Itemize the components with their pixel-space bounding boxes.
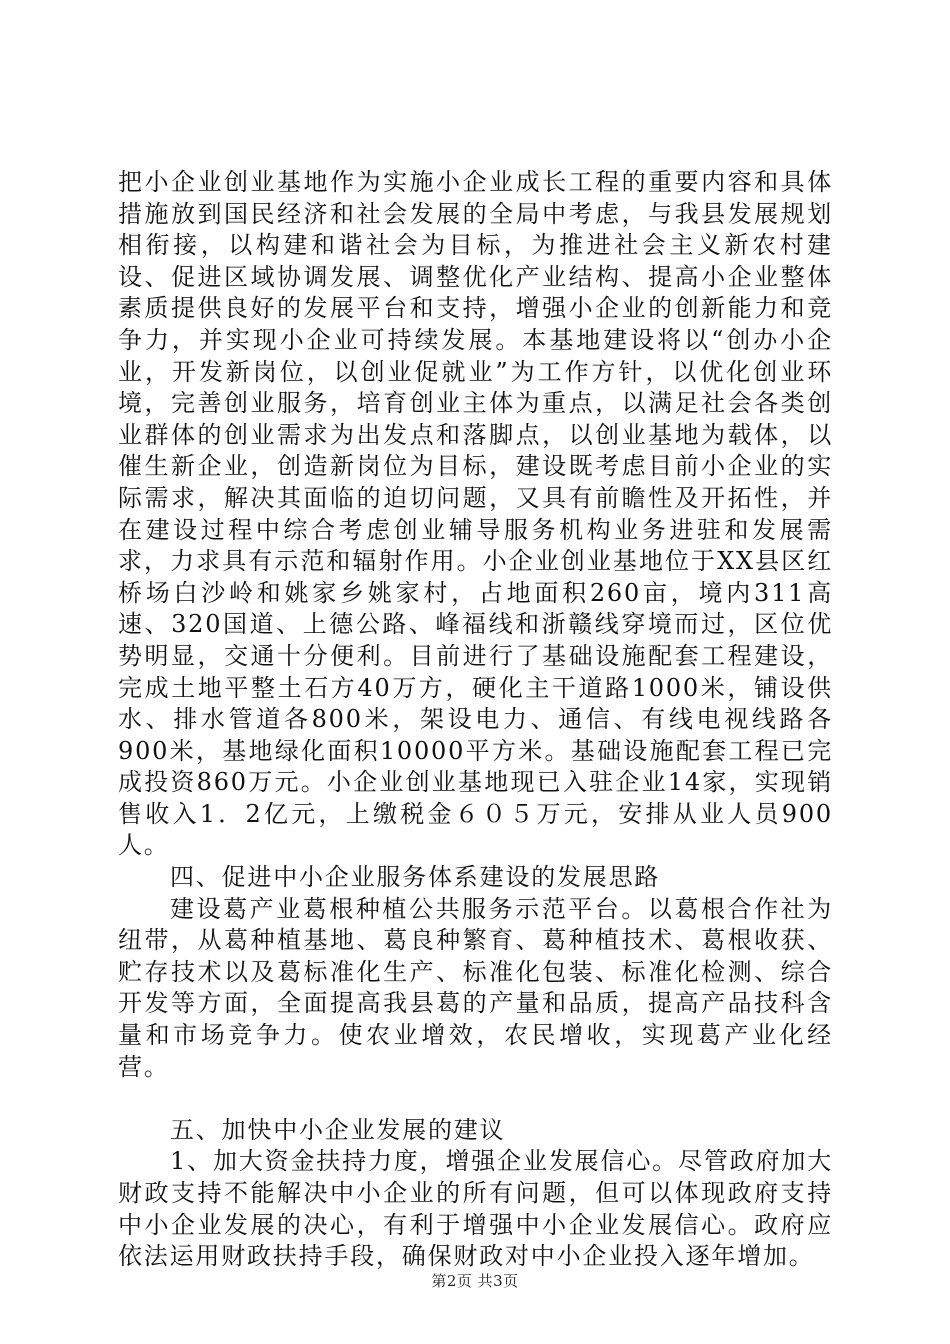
paragraph-funding-support: 1、加大资金扶持力度，增强企业发展信心。尽管政府加大财政支持不能解决中小企业的所有问题，但可以体现政府支持中小企业发展的决心，有利于增强中小企业发展信心。政府应依法运用财政扶持手段，确保财政对中小企业投入逐年增加。	[118, 1147, 833, 1271]
section-heading-five: 五、加快中小企业发展的建议	[170, 1115, 506, 1144]
page-number-footer: 第2页 共3页	[431, 1272, 519, 1290]
paragraph-base-overview: 把小企业创业基地作为实施小企业成长工程的重要内容和具体措施放到国民经济和社会发展的全局中考虑，与我县发展规划相衔接，以构建和谐社会为目标，为推进社会主义新农村建设、促进区域协调发展、调整优化产业结构、提高小企业整体素质提供良好的发展平台和支持，增强小企业的创新能力和竞争力，并实现小企业可持续发展。本基地建设将以“创办小企业，开发新岗位，以创业促就业”为工作方针，以优化创业环境，完善创业服务，培育创业主体为重点，以满足社会各类创业群体的创业需求为出发点和落脚点，以创业基地为载体，以催生新企业，创造新岗位为目标，建设既考虑目前小企业的实际需求，解决其面临的迫切问题，又具有前瞻性及开拓性，并在建设过程中综合考虑创业辅导服务机构业务进驻和发展需求，力求具有示范和辐射作用。小企业创业基地位于XX县区红桥场白沙岭和姚家乡姚家村，占地面积260亩，境内311高速、320国道、上德公路、峰福线和浙赣线穿境而过，区位优势明显，交通十分便利。目前进行了基础设施配套工程建设，完成土地平整土石方40万方，硬化主干道路1000米，铺设供水、排水管道各800米，架设电力、通信、有线电视线路各900米，基地绿化面积10000平方米。基础设施配套工程已完成投资860万元。小企业创业基地现已入驻企业14家，实现销售收入1．2亿元，上缴税金６０５万元，安排从业人员900人。	[118, 168, 833, 860]
paragraph-spacer	[118, 1083, 833, 1115]
paragraph-service-platform: 建设葛产业葛根种植公共服务示范平台。以葛根合作社为纽带，从葛种植基地、葛良种繁育、葛种植技术、葛根收获、贮存技术以及葛标准化生产、标准化包装、标准化检测、综合开发等方面，全面提高我县葛的产量和品质，提高产品技科含量和市场竞争力。使农业增效，农民增收，实现葛产业化经营。	[118, 894, 833, 1081]
section-heading-four: 四、促进中小企业服务体系建设的发展思路	[170, 863, 661, 892]
document-body	[118, 167, 833, 1273]
